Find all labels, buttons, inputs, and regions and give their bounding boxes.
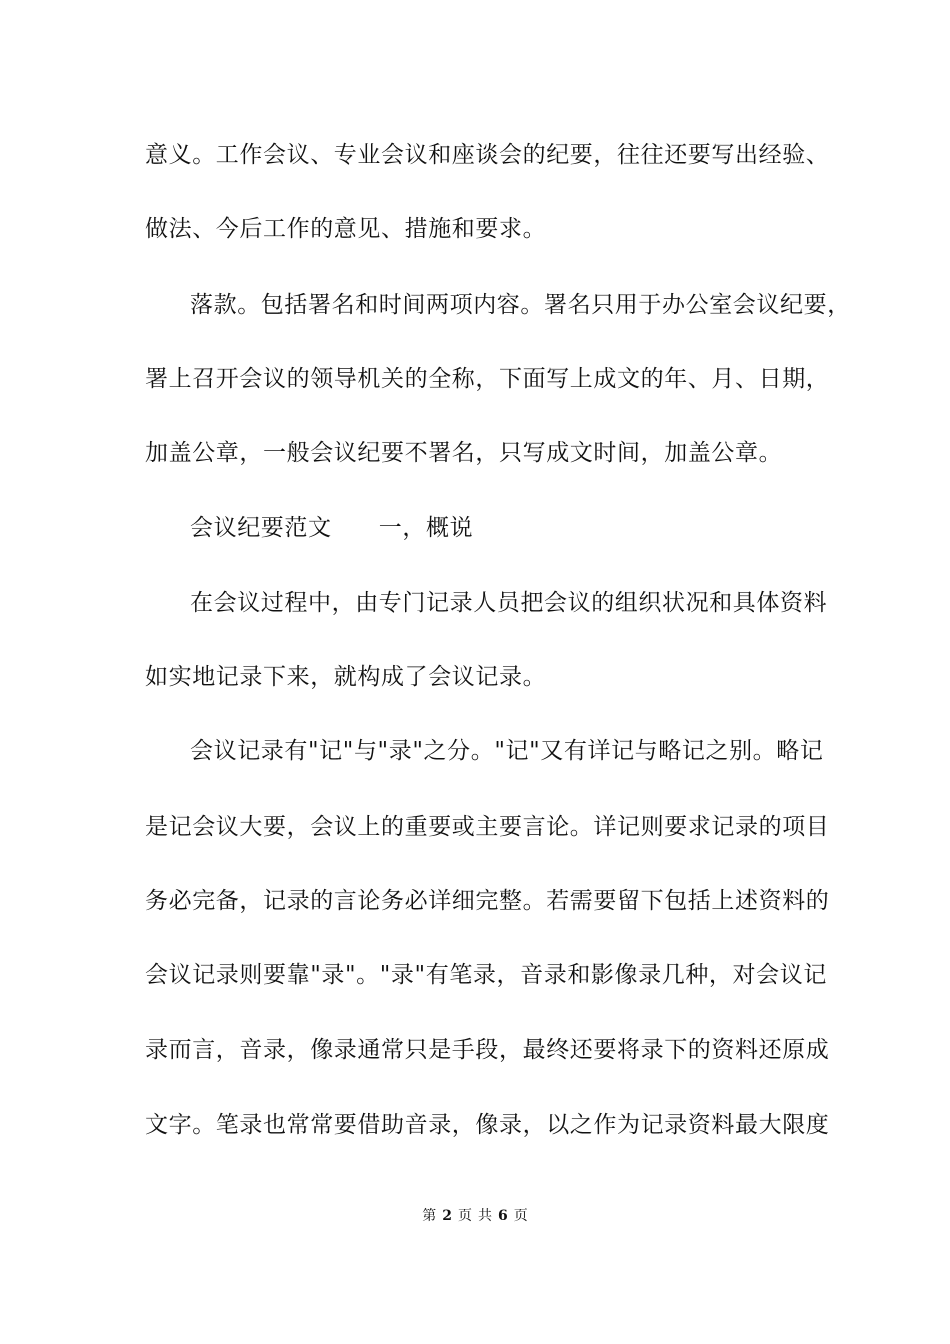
body-line: 会议记录有"记"与"录"之分。"记"又有详记与略记之别。略记 [190, 738, 824, 764]
body-line: 是记会议大要，会议上的重要或主要言论。详记则要求记录的项目 [145, 814, 830, 840]
footer-suffix: 页 [513, 1208, 528, 1224]
current-page-number: 2 [442, 1208, 452, 1224]
footer-page-word: 页 [458, 1208, 472, 1224]
body-line: 如实地记录下来，就构成了会议记录。 [145, 664, 547, 690]
body-line: 文字。笔录也常常要借助音录，像录，以之作为记录资料最大限度 [145, 1112, 830, 1138]
body-line: 加盖公章，一般会议纪要不署名，只写成文时间，加盖公章。 [145, 440, 783, 466]
section-heading: 会议纪要范文 一，概说 [190, 515, 474, 541]
total-pages-number: 6 [498, 1208, 508, 1224]
body-line: 在会议过程中，由专门记录人员把会议的组织状况和具体资料 [190, 590, 828, 616]
body-line: 做法、今后工作的意见、措施和要求。 [145, 216, 547, 242]
footer-total-word: 共 [478, 1208, 492, 1224]
footer-prefix: 第 [422, 1208, 437, 1224]
body-line: 意义。工作会议、专业会议和座谈会的纪要，往往还要写出经验、 [145, 142, 830, 168]
body-line: 会议记录则要靠"录"。"录"有笔录，音录和影像录几种，对会议记 [145, 962, 827, 988]
body-line: 务必完备，记录的言论务必详细完整。若需要留下包括上述资料的 [145, 888, 830, 914]
page-footer [0, 1206, 950, 1226]
body-line: 录而言，音录，像录通常只是手段，最终还要将录下的资料还原成 [145, 1037, 830, 1063]
body-line: 署上召开会议的领导机关的全称，下面写上成文的年、月、日期， [145, 366, 830, 392]
body-line: 落款。包括署名和时间两项内容。署名只用于办公室会议纪要， [190, 292, 851, 318]
